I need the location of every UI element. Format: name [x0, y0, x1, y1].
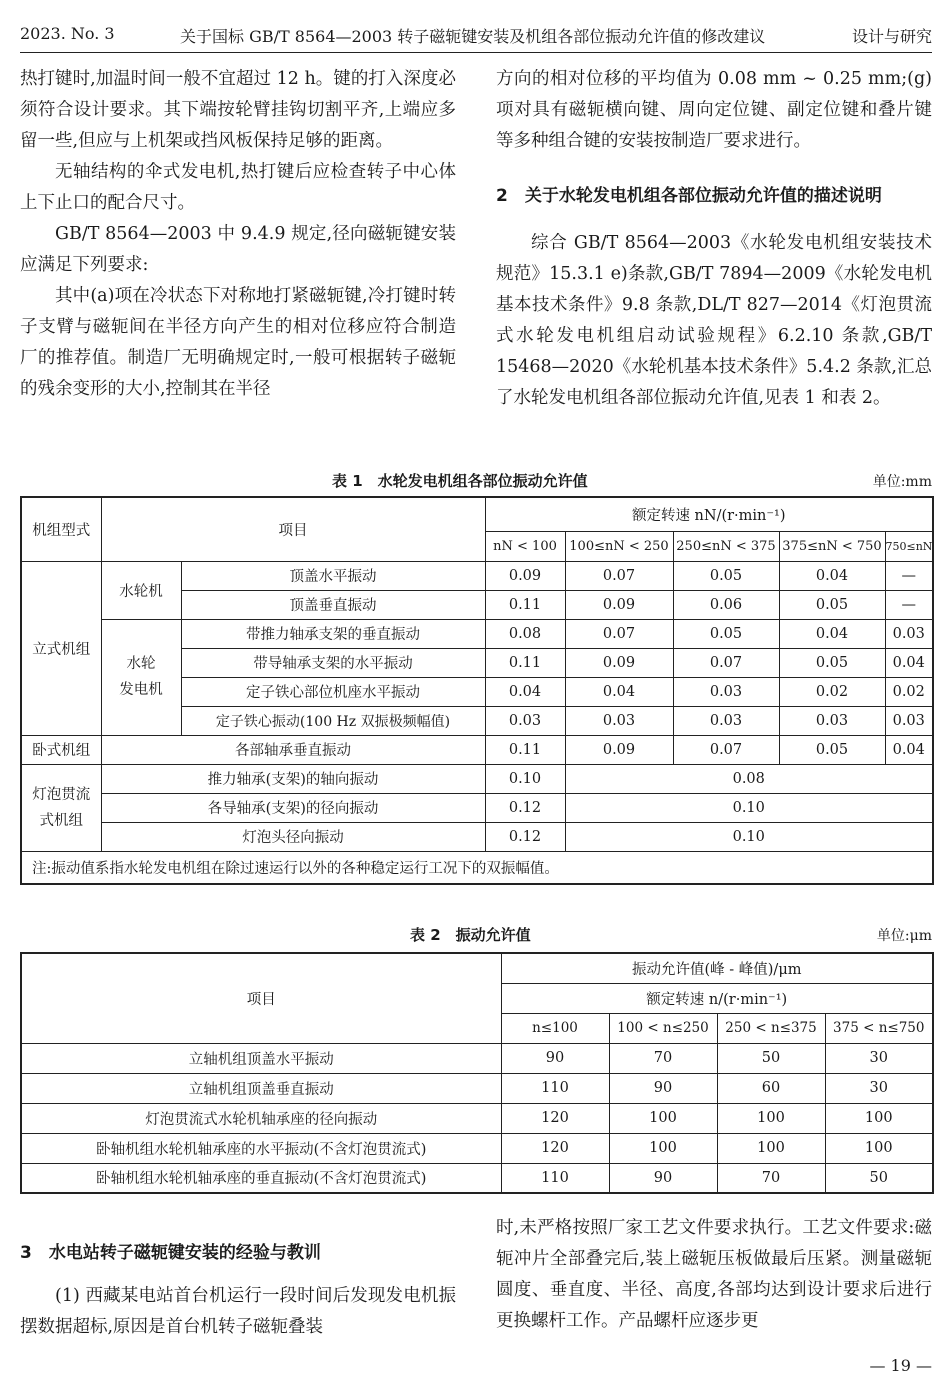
left-top-text: [20, 64, 456, 405]
cell: 0.11: [485, 590, 565, 619]
cell: 0.03: [485, 706, 565, 735]
paragraph: GB/T 8564—2003 中 9.4.9 规定,径向磁轭键安装应满足下列要求:: [20, 224, 456, 275]
cell: 0.07: [565, 619, 673, 648]
cell: 0.03: [673, 677, 779, 706]
row-item: 灯泡贯流式水轮机轴承座的径向振动: [21, 1103, 501, 1133]
cell: 0.04: [885, 648, 933, 677]
cell-merged: 0.10: [565, 822, 933, 851]
subgroup-generator-line-1: 水轮: [126, 656, 156, 672]
paragraph: 其中(a)项在冷状态下对称地打紧磁轭键,冷打键时转子支臂与磁轭间在半径方向产生的相对位移应符合制造厂的推荐值。制造厂无明确规定时,一般可根据转子磁轭的残余变形的大小,控制其在半径: [20, 286, 456, 399]
header-cell-item: 项目: [101, 497, 485, 561]
cell: 0.09: [565, 590, 673, 619]
subgroup-generator: [101, 619, 181, 735]
cell: 0.04: [485, 677, 565, 706]
cell: 0.11: [485, 648, 565, 677]
cell: 0.03: [673, 706, 779, 735]
header-cell-type: 机组型式: [21, 497, 101, 561]
speed-col-header: nN < 100: [485, 531, 565, 561]
table-row: [21, 1133, 933, 1163]
table-2-caption: 表 2 振动允许值: [410, 926, 531, 944]
speed-col-header: 100≤nN < 250: [565, 531, 673, 561]
table-row: [21, 1163, 933, 1193]
header-cell-allow: 振动允许值(峰 - 峰值)/μm: [501, 953, 933, 983]
cell: 0.04: [779, 561, 885, 590]
table-row: [21, 822, 933, 851]
cell: 90: [501, 1043, 609, 1073]
cell: 0.05: [673, 619, 779, 648]
cell: 100: [609, 1103, 717, 1133]
cell: 50: [825, 1163, 933, 1193]
group-bulb-line-1: 灯泡贯流: [32, 786, 91, 803]
cell: 0.06: [673, 590, 779, 619]
table-1: [20, 496, 934, 885]
speed-col-header: 750≤nN: [885, 531, 933, 561]
cell: 0.02: [885, 677, 933, 706]
cell: 90: [609, 1163, 717, 1193]
group-bulb: [21, 764, 101, 851]
section-2-text: [496, 228, 932, 414]
cell: 0.03: [565, 706, 673, 735]
row-item: 带导轴承支架的水平振动: [181, 648, 485, 677]
cell: 110: [501, 1163, 609, 1193]
header-cell-speed: 额定转速 nN/(r·min⁻¹): [485, 497, 933, 531]
cell: 0.08: [485, 619, 565, 648]
table-row: [21, 793, 933, 822]
cell: 0.02: [779, 677, 885, 706]
table-1-note: 注:振动值系指水轮发电机组在除过速运行以外的各种稳定运行工况下的双振幅值。: [21, 851, 933, 884]
subgroup-turbine: 水轮机: [101, 561, 181, 619]
row-item: 卧轴机组水轮机轴承座的垂直振动(不含灯泡贯流式): [21, 1163, 501, 1193]
cell: 30: [825, 1043, 933, 1073]
cell: 0.05: [673, 561, 779, 590]
group-vertical: 立式机组: [21, 561, 101, 735]
cell: 120: [501, 1133, 609, 1163]
row-item: 各导轴承(支架)的径向振动: [101, 793, 485, 822]
issue-number: 2023. No. 3: [20, 24, 115, 43]
table-row: [21, 1043, 933, 1073]
cell: 0.03: [885, 706, 933, 735]
row-item: 顶盖水平振动: [181, 561, 485, 590]
cell: 70: [717, 1163, 825, 1193]
column-name: 设计与研究: [851, 27, 932, 46]
speed-col-header: 250 < n≤375: [717, 1013, 825, 1043]
cell: 0.09: [565, 735, 673, 764]
right-top-text: [496, 64, 932, 157]
table-row: [21, 1073, 933, 1103]
cell-merged: 0.10: [565, 793, 933, 822]
speed-col-header: 100 < n≤250: [609, 1013, 717, 1043]
cell: 0.07: [565, 561, 673, 590]
table-row: [21, 735, 933, 764]
cell: 50: [717, 1043, 825, 1073]
header-rule: [20, 52, 932, 53]
speed-col-header: 250≤nN < 375: [673, 531, 779, 561]
section-3-heading: 3 水电站转子磁轭键安装的经验与教训: [20, 1243, 321, 1263]
cell: 30: [825, 1073, 933, 1103]
speed-col-header: 375≤nN < 750: [779, 531, 885, 561]
speed-col-header: 375 < n≤750: [825, 1013, 933, 1043]
cell: —: [885, 561, 933, 590]
table-1-unit: 单位:mm: [872, 474, 932, 490]
cell: 0.09: [485, 561, 565, 590]
cell: 0.11: [485, 735, 565, 764]
group-bulb-line-2: 式机组: [39, 812, 83, 829]
row-item: 立轴机组顶盖垂直振动: [21, 1073, 501, 1103]
section-2-heading: 2 关于水轮发电机组各部位振动允许值的描述说明: [496, 186, 882, 206]
paragraph: 综合 GB/T 8564—2003《水轮发电机组安装技术规范》15.3.1 e)条款,GB/T 7894—2009《水轮发电机基本技术条件》9.8 条款,DL/T 827—2014《灯泡贯流式水轮发电机组启动试验规程》6.2.10 条款,GB/T 15468—2020《水轮机基本技术条件》5.4.2 条款,汇总了水轮发电机组各部位振动允许值,见表 1 和表 2。: [496, 233, 932, 408]
row-item: 带推力轴承支架的垂直振动: [181, 619, 485, 648]
row-item: 立轴机组顶盖水平振动: [21, 1043, 501, 1073]
paragraph: 方向的相对位移的平均值为 0.08 mm ~ 0.25 mm;(g)项对具有磁轭横向键、周向定位键、副定位键和叠片键等多种组合键的安装按制造厂要求进行。: [496, 69, 932, 151]
cell: —: [885, 590, 933, 619]
header-cell-speed: 额定转速 n/(r·min⁻¹): [501, 983, 933, 1013]
cell: 70: [609, 1043, 717, 1073]
cell: 0.12: [485, 793, 565, 822]
cell: 0.07: [673, 648, 779, 677]
paragraph: 无轴结构的伞式发电机,热打键后应检查转子中心体上下止口的配合尺寸。: [20, 162, 456, 213]
cell: 100: [717, 1133, 825, 1163]
header-cell-item: 项目: [21, 953, 501, 1043]
cell: 0.07: [673, 735, 779, 764]
paragraph: (1) 西藏某电站首台机运行一段时间后发现发电机振摆数据超标,原因是首台机转子磁轭叠装: [20, 1286, 456, 1337]
row-item: 顶盖垂直振动: [181, 590, 485, 619]
cell-merged: 0.08: [565, 764, 933, 793]
table-row: [21, 619, 933, 648]
row-item: 推力轴承(支架)的轴向振动: [101, 764, 485, 793]
speed-col-header: n≤100: [501, 1013, 609, 1043]
cell: 100: [825, 1133, 933, 1163]
cell: 0.04: [779, 619, 885, 648]
cell: 0.12: [485, 822, 565, 851]
cell: 100: [609, 1133, 717, 1163]
row-item: 灯泡头径向振动: [101, 822, 485, 851]
row-item: 各部轴承垂直振动: [101, 735, 485, 764]
page-number: — 19 —: [869, 1356, 932, 1375]
cell: 110: [501, 1073, 609, 1103]
cell: 100: [717, 1103, 825, 1133]
cell: 0.04: [885, 735, 933, 764]
table-2-unit: 单位:μm: [876, 928, 932, 944]
cell: 0.05: [779, 590, 885, 619]
running-title: 关于国标 GB/T 8564—2003 转子磁轭键安装及机组各部位振动允许值的修改建议: [180, 27, 766, 46]
cell: 100: [825, 1103, 933, 1133]
cell: 120: [501, 1103, 609, 1133]
table-row: [21, 764, 933, 793]
table-2: [20, 952, 934, 1194]
cell: 60: [717, 1073, 825, 1103]
cell: 0.10: [485, 764, 565, 793]
table-1-caption: 表 1 水轮发电机组各部位振动允许值: [332, 472, 588, 490]
table-row: [21, 561, 933, 590]
paragraph: 热打键时,加温时间一般不宜超过 12 h。键的打入深度必须符合设计要求。其下端按轮臂挂钩切割平齐,上端应多留一些,但应与上机架或挡风板保持足够的距离。: [20, 69, 456, 151]
table-row: [21, 1103, 933, 1133]
row-item: 定子铁心部位机座水平振动: [181, 677, 485, 706]
cell: 0.05: [779, 648, 885, 677]
cell: 90: [609, 1073, 717, 1103]
group-horizontal: 卧式机组: [21, 735, 101, 764]
cell: 0.03: [885, 619, 933, 648]
cell: 0.04: [565, 677, 673, 706]
cell: 0.09: [565, 648, 673, 677]
section-3-left-text: [20, 1281, 456, 1343]
section-3-right-text: [496, 1213, 932, 1337]
cell: 0.05: [779, 735, 885, 764]
subgroup-generator-line-2: 发电机: [119, 682, 163, 698]
paragraph: 时,未严格按照厂家工艺文件要求执行。工艺文件要求:磁轭冲片全部叠完后,装上磁轭压板做最后压紧。测量磁轭圆度、垂直度、半径、高度,各部均达到设计要求后进行更换螺杆工作。产品螺杆应逐步更: [496, 1218, 932, 1331]
row-item: 卧轴机组水轮机轴承座的水平振动(不含灯泡贯流式): [21, 1133, 501, 1163]
row-item: 定子铁心振动(100 Hz 双振极频幅值): [181, 706, 485, 735]
cell: 0.03: [779, 706, 885, 735]
